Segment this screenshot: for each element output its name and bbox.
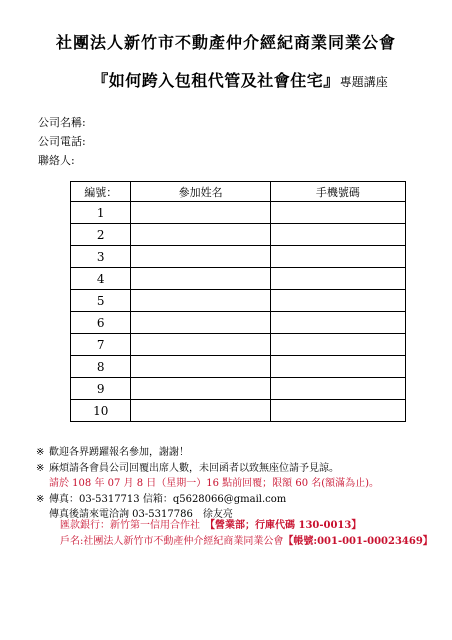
row-number: 4 — [71, 268, 131, 290]
mobile-number-cell[interactable] — [270, 268, 405, 290]
event-name: 『如何跨入包租代管及社會住宅』 — [92, 71, 340, 90]
mobile-number-cell[interactable] — [270, 202, 405, 224]
table-row — [71, 290, 406, 312]
note-welcome — [36, 445, 379, 461]
mobile-number-cell[interactable] — [270, 400, 405, 422]
page-title: 社團法人新竹市不動產仲介經紀商業同業公會 — [55, 33, 396, 52]
row-number: 10 — [71, 400, 131, 422]
participant-name-cell[interactable] — [131, 290, 270, 312]
table-row — [71, 400, 406, 422]
participant-name-cell[interactable] — [131, 356, 270, 378]
table-header-row — [71, 182, 406, 202]
participant-name-cell[interactable] — [131, 224, 270, 246]
table-row — [71, 268, 406, 290]
mobile-number-cell[interactable] — [270, 290, 405, 312]
mobile-number-cell[interactable] — [270, 378, 405, 400]
row-number: 7 — [71, 334, 131, 356]
bank-label: 匯款銀行：新竹第一信用合作社 — [60, 520, 200, 531]
participant-name-cell[interactable] — [131, 378, 270, 400]
note-mark: ※ — [36, 462, 45, 474]
participant-name-cell[interactable] — [131, 400, 270, 422]
participant-name-cell[interactable] — [131, 268, 270, 290]
row-number: 9 — [71, 378, 131, 400]
table-row — [71, 356, 406, 378]
row-number: 8 — [71, 356, 131, 378]
company-phone-label: 公司電話: — [38, 135, 86, 148]
note-mark: ※ — [36, 493, 45, 505]
note-reply-request — [36, 461, 379, 477]
account-number: 【帳號:001-001-00023469】 — [283, 535, 433, 547]
note-reply-text: 麻煩請各會員公司回覆出席人數，未回函者以致無座位請予見諒。 — [49, 462, 339, 474]
row-number: 1 — [71, 202, 131, 224]
row-number: 3 — [71, 246, 131, 268]
table-row — [71, 246, 406, 268]
account-label: 戶名:社團法人新竹市不動產仲介經紀商業同業公會 — [60, 535, 284, 547]
account-line — [60, 534, 433, 550]
participant-name-cell[interactable] — [131, 334, 270, 356]
company-info-fields — [38, 113, 86, 170]
table-row — [71, 334, 406, 356]
mobile-number-cell[interactable] — [270, 224, 405, 246]
note-welcome-text: 歡迎各界踴躍報名參加，謝謝！ — [49, 447, 189, 458]
registration-table-body — [71, 202, 406, 422]
note-mark: ※ — [36, 447, 45, 458]
bank-line — [60, 518, 433, 534]
header-mobile-number: 手機號碼 — [270, 182, 405, 202]
mobile-number-cell[interactable] — [270, 312, 405, 334]
table-row — [71, 312, 406, 334]
participant-name-cell[interactable] — [131, 202, 270, 224]
event-type: 專題講座 — [339, 75, 388, 89]
mobile-number-cell[interactable] — [270, 356, 405, 378]
row-number: 6 — [71, 312, 131, 334]
notes-section — [36, 445, 379, 523]
header-participant-name: 參加姓名 — [131, 182, 270, 202]
table-row — [71, 378, 406, 400]
note-fax-email-text: 傳真：03-5317713 信箱：q5628066@gmail.com — [49, 493, 287, 505]
participant-name-cell[interactable] — [131, 246, 270, 268]
company-name-label: 公司名稱: — [38, 116, 86, 129]
bank-branch: 【營業部；行庫代碼 130-0013】 — [210, 520, 362, 531]
table-row — [71, 202, 406, 224]
mobile-number-cell[interactable] — [270, 334, 405, 356]
table-row — [71, 224, 406, 246]
header-number: 編號： — [71, 182, 131, 202]
note-deadline: 請於 108 年 07 月 8 日（星期一）16 點前回覆；限額 60 名(額滿為止)。 — [49, 478, 380, 489]
mobile-number-cell[interactable] — [270, 246, 405, 268]
registration-table — [70, 181, 406, 422]
bank-info — [60, 518, 433, 549]
row-number: 5 — [71, 290, 131, 312]
note-after-fax: 傳真後請來電洽詢 03-5317786 徐友亮 — [49, 509, 233, 520]
participant-name-cell[interactable] — [131, 312, 270, 334]
event-subtitle — [30, 68, 450, 91]
contact-person-label: 聯絡人: — [38, 154, 75, 167]
row-number: 2 — [71, 224, 131, 246]
note-fax-email — [36, 492, 379, 508]
